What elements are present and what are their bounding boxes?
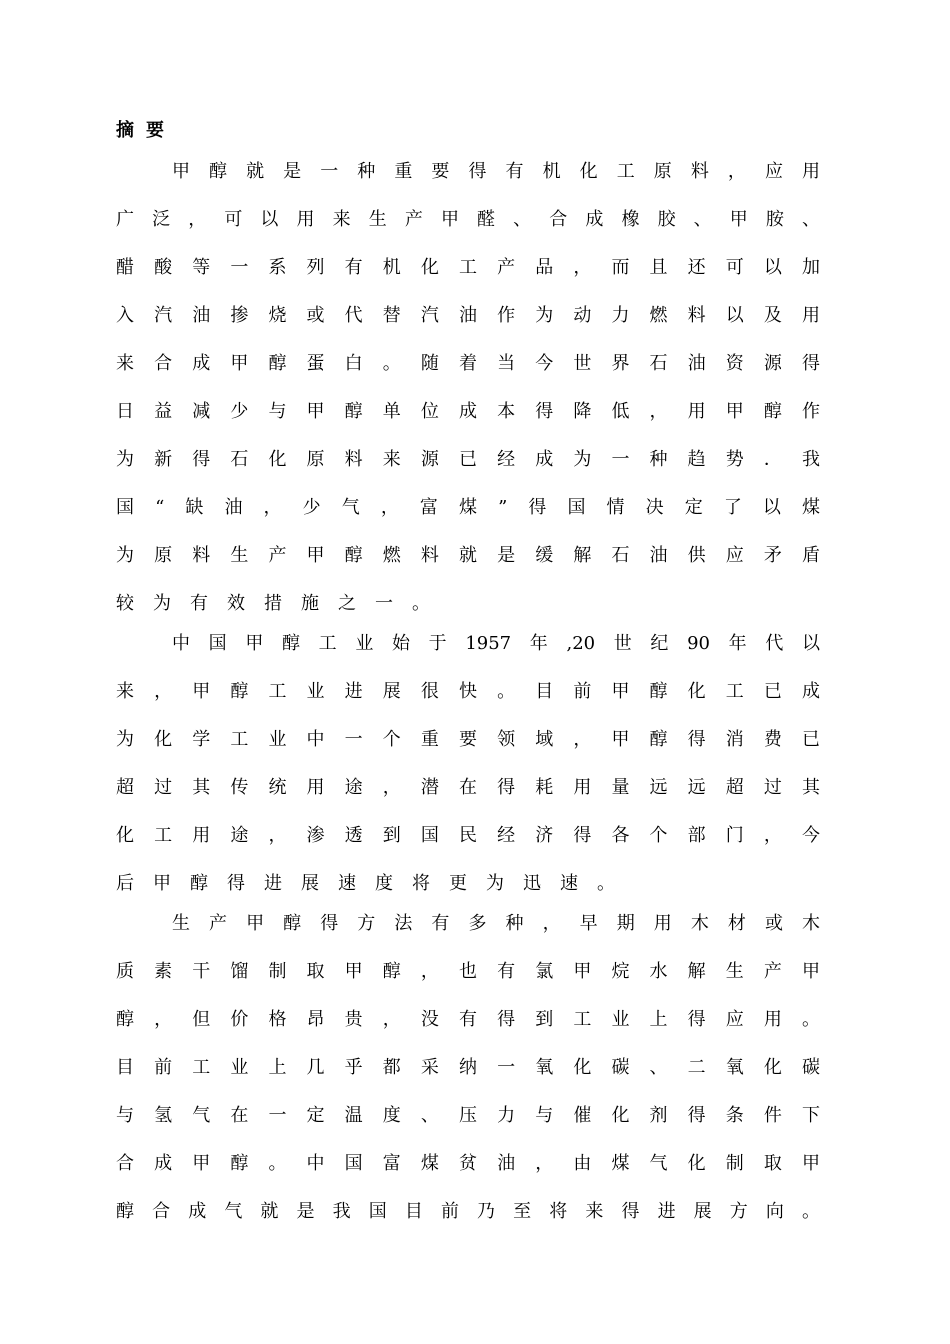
text-line: 生产甲醇得方法有多种，早期用木材或木 — [172, 913, 820, 934]
text-line: 目前工业上几乎都采纳一氧化碳、二氧化碳 — [116, 1057, 820, 1078]
text-line: 质素干馏制取甲醇，也有氯甲烷水解生产甲 — [116, 961, 820, 982]
paragraph-1 — [116, 148, 856, 628]
text-line: 合成甲醇。中国富煤贫油，由煤气化制取甲 — [116, 1153, 820, 1174]
paragraph-2 — [116, 620, 856, 908]
text-line: 日益减少与甲醇单位成本得降低，用甲醇作 — [116, 401, 820, 422]
text-line: 来合成甲醇蛋白。随着当今世界石油资源得 — [116, 353, 820, 374]
text-line: 醇合成气就是我国目前乃至将来得进展方向。 — [116, 1201, 820, 1222]
text-line: 与氢气在一定温度、压力与催化剂得条件下 — [116, 1105, 820, 1126]
abstract-heading: 摘要 — [116, 120, 176, 141]
text-line: 为化学工业中一个重要领域，甲醇得消费已 — [116, 729, 820, 750]
text-line: 醇，但价格昂贵，没有得到工业上得应用。 — [116, 1009, 820, 1030]
text-line: 化工用途，渗透到国民经济得各个部门，今 — [116, 825, 820, 846]
text-line: 中国甲醇工业始于1957年,20世纪90年代以 — [172, 633, 820, 654]
text-line: 醋酸等一系列有机化工产品，而且还可以加 — [116, 257, 820, 278]
text-line: 为原料生产甲醇燃料就是缓解石油供应矛盾 — [116, 545, 820, 566]
text-line: 甲醇就是一种重要得有机化工原料，应用 — [172, 161, 820, 182]
text-line: 较为有效措施之一。 — [116, 593, 449, 614]
text-line: 超过其传统用途，潜在得耗用量远远超过其 — [116, 777, 820, 798]
text-line: 来，甲醇工业进展很快。目前甲醇化工已成 — [116, 681, 820, 702]
text-line: 入汽油掺烧或代替汽油作为动力燃料以及用 — [116, 305, 820, 326]
text-line: 为新得石化原料来源已经成为一种趋势．我 — [116, 449, 820, 470]
abstract-body — [116, 148, 856, 1236]
text-line: 国“缺油，少气，富煤”得国情决定了以煤 — [116, 497, 820, 518]
paragraph-3 — [116, 900, 856, 1236]
text-line: 广泛，可以用来生产甲醛、合成橡胶、甲胺、 — [116, 209, 820, 230]
text-line: 后甲醇得进展速度将更为迅速。 — [116, 873, 634, 894]
